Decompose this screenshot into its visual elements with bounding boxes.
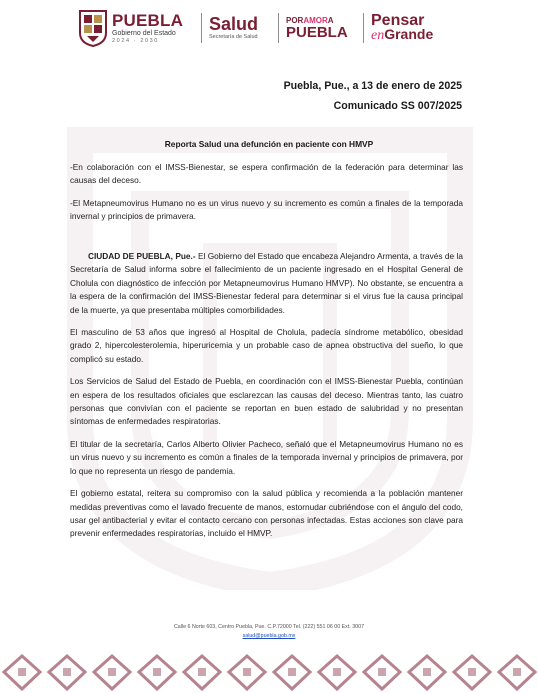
header-logos bbox=[78, 6, 470, 50]
band-motif-center bbox=[378, 668, 386, 676]
puebla-logo-subtitle: Gobierno del Estado bbox=[112, 29, 176, 37]
puebla-logo bbox=[112, 12, 194, 45]
summary-bullet: -En colaboración con el IMSS-Bienestar, se espera confirmación de la federación para determinar las causas del deceso. bbox=[70, 162, 463, 186]
amor-logo-bottom: PUEBLA bbox=[286, 23, 348, 41]
coat-of-arms-icon bbox=[78, 9, 108, 47]
puebla-logo-years: 2024 · 2030 bbox=[112, 37, 159, 44]
communique-number: Comunicado SS 007/2025 bbox=[333, 100, 462, 112]
band-motif-center bbox=[108, 668, 116, 676]
band-motif-center bbox=[513, 668, 521, 676]
band-motif-center bbox=[423, 668, 431, 676]
footer-address: Calle 6 Norte 603, Centro Puebla, Pue. C.P.72000 Tel. (222) 551 06 00 Ext. 3007 bbox=[173, 624, 365, 630]
document-title: Reporta Salud una defunción en paciente con HMVP bbox=[164, 139, 374, 149]
body-paragraph: Los Servicios de Salud del Estado de Puebla, en coordinación con el IMSS-Bienestar Puebla, continúan en espera de los resultados oficiales que esclarezcan las causas del deceso. Mientras tanto, las cuatro personas que convivían con el paciente se reportan en buen estado de salubridad y no presentan síntomas de enfermedades respiratorias. bbox=[70, 376, 463, 427]
puebla-logo-word: PUEBLA bbox=[112, 10, 184, 30]
header-divider bbox=[201, 13, 202, 43]
band-motif-center bbox=[288, 668, 296, 676]
lead-text: El Gobierno del Estado que encabeza Alejandro Armenta, a través de la Secretaría de Salud informa sobre el fallecimiento de un paciente ingresado en el Hospital General de Cholula con diagnóstico de infección por Metapneumovirus Humano HMVP). No obstante, se encuentra a la espera de la confirmación del IMSS-Bienestar federal para determinar si el virus fue la causa principal de la muerte, ya que presentaba múltiples comorbilidades. bbox=[70, 251, 463, 315]
amor-logo-prefix: POR bbox=[286, 15, 304, 25]
body-paragraph: El titular de la secretaría, Carlos Alberto Olivier Pacheco, señaló que el Metapneumovirus Humano no es un virus nuevo y su incremento es común a finales de la temporada invernal y principios de primavera, por lo que no representa un riesgo de pandemia. bbox=[70, 438, 463, 476]
decorative-pattern-band bbox=[0, 652, 538, 693]
header-divider bbox=[363, 13, 364, 43]
salud-logo-word: Salud bbox=[209, 14, 259, 35]
summary-bullet: -El Metapneumovirus Humano no es un virus nuevo y su incremento es común a finales de la temporada invernal y principios de primavera. bbox=[70, 197, 463, 222]
place-date: Puebla, Pue., a 13 de enero de 2025 bbox=[283, 80, 462, 92]
lead-paragraph bbox=[70, 250, 463, 317]
body-paragraph: El gobierno estatal, reitera su compromiso con la salud pública y recomienda a la población mantener medidas preventivas como el lavado frecuente de manos, estornudar cubriéndose con el ángulo del codo, usar gel antibacterial y evitar el contacto cercano con personas infectadas. Estas acciones son clave para prevenir enfermedades respiratorias, incluido el HMVP. bbox=[70, 488, 463, 539]
band-motif-center bbox=[468, 668, 476, 676]
por-amor-a-puebla-logo bbox=[286, 17, 356, 40]
dateline bbox=[284, 76, 462, 116]
header-divider bbox=[278, 13, 279, 43]
summary-bullets bbox=[70, 161, 463, 233]
footer bbox=[0, 623, 538, 641]
salud-logo bbox=[209, 15, 271, 41]
band-motif-center bbox=[18, 668, 26, 676]
document-body bbox=[70, 250, 463, 550]
band-motif-center bbox=[153, 668, 161, 676]
pensar-logo-word: Pensar bbox=[371, 12, 425, 30]
amor-logo-suffix: A bbox=[327, 15, 334, 25]
body-paragraph: El masculino de 53 años que ingresó al Hospital de Cholula, padecía síndrome metabólico, obesidad grado 2, hipercolesterolemia, hiperuricemia y un probable caso de apnea obstructiva del sueño, lo que complicó su estado. bbox=[70, 327, 463, 364]
lead-label: CIUDAD DE PUEBLA, Pue.- bbox=[88, 251, 196, 261]
band-motif-center bbox=[198, 668, 206, 676]
salud-logo-subtitle: Secretaría de Salud bbox=[209, 34, 258, 41]
amor-logo-word: AMOR bbox=[303, 15, 328, 25]
pensar-en-grande-logo bbox=[371, 13, 433, 42]
pensar-logo-en: en bbox=[371, 28, 385, 44]
band-motif-center bbox=[243, 668, 251, 676]
band-motif-center bbox=[333, 668, 341, 676]
footer-email-link[interactable]: salud@puebla.gob.mx bbox=[242, 633, 296, 639]
pensar-logo-grande: Grande bbox=[384, 26, 434, 43]
band-motif-center bbox=[63, 668, 71, 676]
pensar-logo-sub bbox=[371, 28, 433, 42]
